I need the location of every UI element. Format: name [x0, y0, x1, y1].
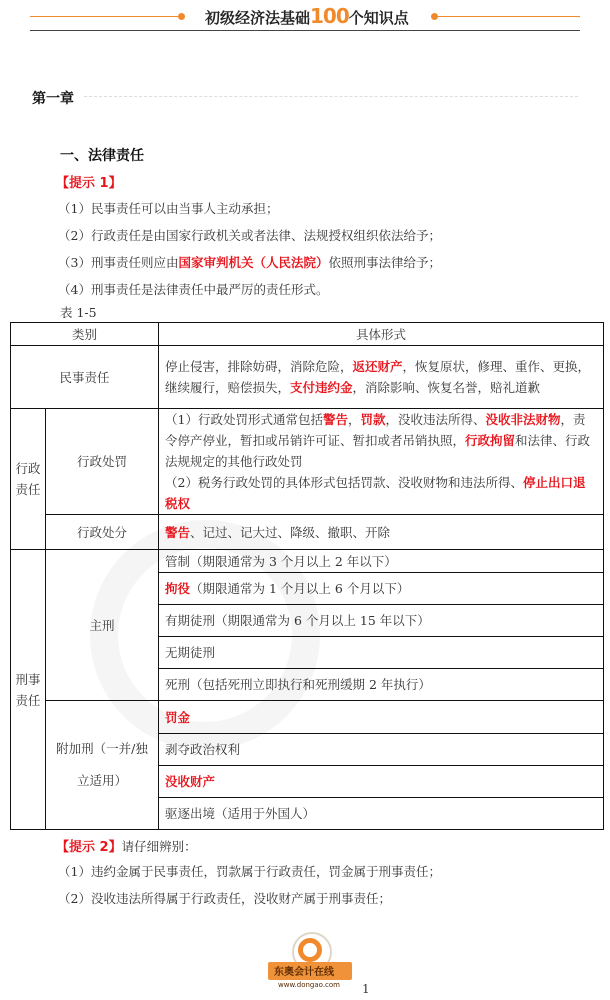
tip1-item-1: （1）民事责任可以由当事人主动承担； [58, 201, 279, 216]
additional-item [159, 701, 604, 734]
additional-item [159, 766, 604, 798]
liability-table [10, 322, 604, 830]
header-title-number: 100 [310, 4, 349, 28]
admin-penalty-forms [159, 409, 604, 515]
text: （期限通常为 1 个月以上 6 个月以下） [190, 581, 410, 596]
civil-part: ，消除影响、恢复名誉，赔礼道歉 [352, 380, 541, 395]
header-line-right [435, 16, 580, 17]
civil-label: 民事责任 [11, 346, 159, 409]
tip2-item-1: （1）违约金属于民事责任，罚款属于行政责任，罚金属于刑事责任； [58, 864, 441, 879]
header-line-left [30, 16, 180, 17]
highlight: 行政拘留 [465, 433, 516, 448]
tip2-intro: 请仔细辨别： [121, 839, 197, 854]
tip1-label: 【提示 1】 [56, 176, 122, 191]
table-row-principal-1 [11, 550, 604, 573]
header-category: 类别 [11, 323, 159, 346]
header-title-prefix: 初级经济法基础 [205, 9, 311, 27]
highlight: 没收非法财物 [485, 412, 561, 427]
table-row-additional-1 [11, 701, 604, 734]
tip1-item-3 [58, 253, 441, 271]
highlight: 没收财产 [165, 774, 216, 789]
principal-item [159, 573, 604, 605]
tip1-item-3-pre: （3）刑事责任则应由 [58, 255, 179, 270]
table-row-admin-penalty [11, 409, 604, 515]
text: ，没收违法所得、 [385, 412, 486, 427]
text: （2）税务行政处罚的具体形式包括罚款、没收财物和违法所得、 [165, 475, 523, 490]
additional-item: 剥夺政治权利 [159, 734, 604, 766]
header-title-suffix: 个知识点 [348, 9, 409, 27]
table-header-row [11, 323, 604, 346]
highlight: 拘役 [165, 581, 191, 596]
admin-penalty-label: 行政处罚 [46, 409, 159, 515]
tip1-item-2: （2）行政责任是由国家行政机关或者法律、法规授权组织依法给予； [58, 228, 441, 243]
additional-label: 附加刑（一并/独立适用） [46, 701, 159, 830]
principal-item: 有期徒刑（期限通常为 6 个月以上 15 年以下） [159, 605, 604, 637]
text: 和法律、行政法规规定的其他行政处罚 [165, 433, 591, 469]
header-dot-left [178, 13, 185, 20]
table-row-civil [11, 346, 604, 409]
chapter-title: 第一章 [32, 91, 74, 107]
logo-url: www.dongao.com [278, 981, 340, 989]
principal-item: 管制（期限通常为 3 个月以上 2 年以下） [159, 550, 604, 573]
admin-label: 行政责任 [11, 409, 46, 550]
civil-highlight: 支付违约金 [290, 380, 353, 395]
principal-label: 主刑 [46, 550, 159, 701]
text: （1）行政处罚形式通常包括 [165, 412, 323, 427]
chapter-divider [84, 96, 578, 97]
principal-item: 无期徒刑 [159, 637, 604, 669]
admin-sanction-label: 行政处分 [46, 515, 159, 550]
table-caption: 表 1-5 [60, 305, 97, 320]
header-form: 具体形式 [159, 323, 604, 346]
civil-highlight: 返还财产 [352, 359, 403, 374]
text: ， [347, 412, 361, 427]
admin-penalty-item-1 [165, 409, 597, 472]
admin-penalty-item-2 [165, 472, 597, 514]
page-header [0, 0, 610, 40]
page-number: 1 [362, 982, 370, 996]
text: ，责令停产停业，暂扣或吊销许可证、暂扣或者吊销执照， [165, 412, 586, 448]
section-title: 一、法律责任 [60, 148, 144, 164]
text: 、记过、记大过、降级、撤职、开除 [190, 524, 391, 540]
highlight: 罚款 [360, 412, 386, 427]
additional-item: 驱逐出境（适用于外国人） [159, 798, 604, 830]
dongao-logo [264, 930, 356, 994]
tip2-label: 【提示 2】 [56, 840, 122, 855]
civil-part: 停止侵害，排除妨碍，消除危险， [165, 359, 353, 374]
highlight: 停止出口退税权 [165, 475, 586, 511]
tip1-item-3-post: 依照刑事法律给予； [328, 255, 441, 270]
civil-part: ，恢复原状，修理、重作、更换，继续履行，赔偿损失， [165, 359, 591, 395]
tip1-item-3-highlight: 国家审判机关（人民法院） [178, 255, 329, 270]
header-rule [30, 30, 580, 31]
civil-forms [159, 346, 604, 409]
tip2-item-2: （2）没收违法所得属于行政责任，没收财产属于刑事责任； [58, 891, 391, 906]
highlight: 警告 [165, 524, 191, 540]
header-title [205, 4, 409, 28]
logo-d-icon [298, 938, 322, 962]
admin-sanction-forms [159, 515, 604, 550]
criminal-label: 刑事责任 [11, 550, 46, 830]
highlight: 警告 [322, 412, 348, 427]
table-row-admin-sanction [11, 515, 604, 550]
tip1-item-4: （4）刑事责任是法律责任中最严厉的责任形式。 [58, 282, 329, 297]
principal-item: 死刑（包括死刑立即执行和死刑缓期 2 年执行） [159, 669, 604, 701]
highlight: 罚金 [165, 709, 191, 725]
logo-text: 东奥会计在线 [274, 967, 334, 978]
tip2 [56, 836, 197, 855]
